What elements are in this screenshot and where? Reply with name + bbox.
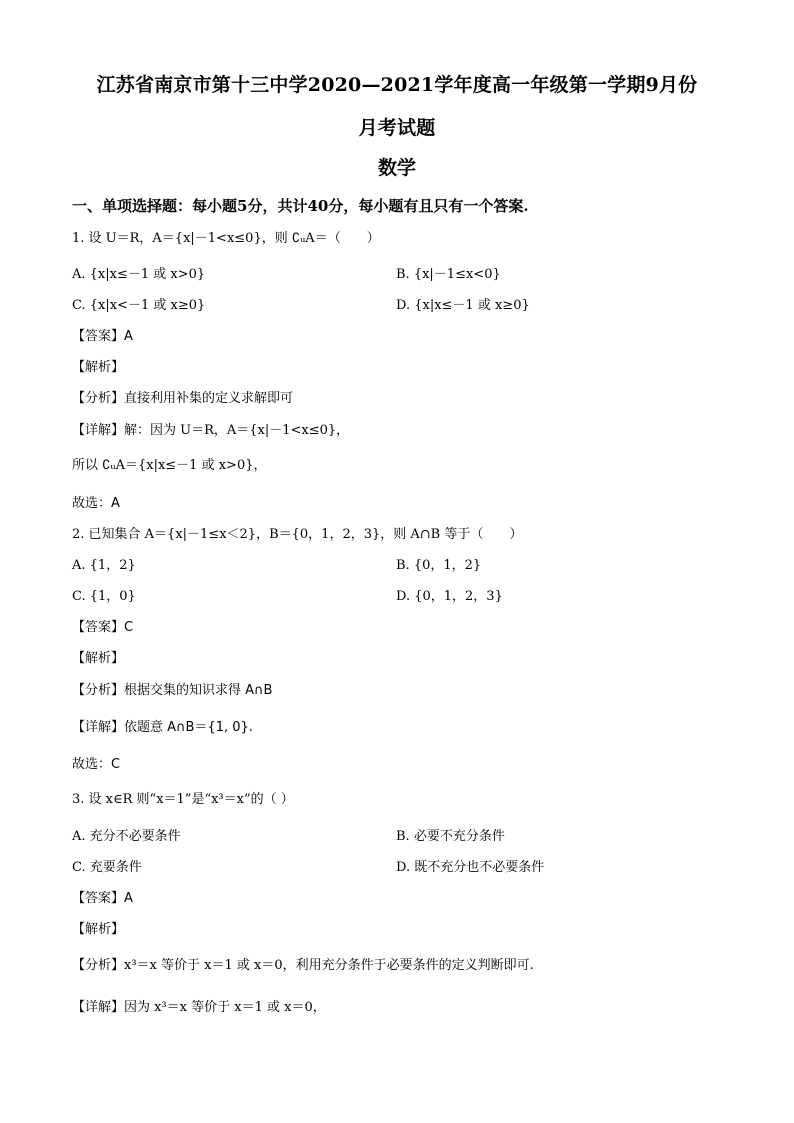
question-2-option-c: C. {1，0}: [72, 589, 136, 604]
question-1-fenxi: 【分析】直接利用补集的定义求解即可: [72, 391, 294, 406]
question-1-option-a: A. {x|x≤－1 或 x>0}: [72, 267, 206, 282]
question-3-answer: 【答案】A: [72, 891, 133, 906]
question-1-analysis-label: 【解析】: [72, 360, 125, 375]
page-title-line-2: 月考试题: [358, 117, 436, 139]
section-title: 一、单项选择题：每小题5分，共计40分，每小题有且只有一个答案.: [72, 197, 529, 215]
question-1-detail: 【详解】解：因为 U＝R，A＝{x|－1<x≤0}，: [72, 423, 350, 438]
question-1-choice: 故选：A: [72, 496, 120, 511]
question-3-option-a: A. 充分不必要条件: [72, 829, 181, 844]
question-2-stem: 2. 已知集合 A＝{x|－1≤x＜2}，B＝{0，1，2，3}，则 A∩B 等于（ ）: [72, 527, 523, 542]
question-2-answer: 【答案】C: [72, 620, 134, 635]
question-1-detail-2: 所以 ∁ᵤA＝{x|x≤－1 或 x>0}，: [72, 458, 267, 473]
question-3-option-d: D. 既不充分也不必要条件: [396, 860, 545, 875]
question-2-option-d: D. {0，1，2，3}: [396, 589, 503, 604]
page-title-line-1: 江苏省南京市第十三中学2020—2021学年度高一年级第一学期9月份: [96, 74, 698, 96]
subject-title: 数学: [377, 157, 416, 179]
question-2-option-a: A. {1，2}: [72, 558, 136, 573]
question-1-option-c: C. {x|x<－1 或 x≥0}: [72, 298, 206, 313]
question-3-analysis-label: 【解析】: [72, 922, 125, 937]
question-2-option-b: B. {0，1，2}: [396, 558, 482, 573]
question-1-answer: 【答案】A: [72, 329, 133, 344]
question-3-stem: 3. 设 x∈R 则“x＝1”是“x³＝x”的（ ）: [72, 792, 294, 807]
question-1-option-d: D. {x|x≤－1 或 x≥0}: [396, 298, 530, 313]
question-2-analysis-label: 【解析】: [72, 651, 125, 666]
question-2-fenxi: 【分析】根据交集的知识求得 A∩B: [72, 683, 273, 698]
question-2-detail: 【详解】依题意 A∩B＝{1, 0}.: [72, 720, 253, 735]
question-1-option-b: B. {x|－1≤x<0}: [396, 267, 501, 282]
question-3-detail: 【详解】因为 x³＝x 等价于 x＝1 或 x＝0，: [72, 1000, 326, 1015]
question-3-fenxi: 【分析】x³＝x 等价于 x＝1 或 x＝0，利用充分条件于必要条件的定义判断即可.: [72, 958, 534, 973]
question-3-option-b: B. 必要不充分条件: [396, 829, 505, 844]
question-2-choice: 故选：C: [72, 757, 121, 772]
question-3-option-c: C. 充要条件: [72, 860, 142, 875]
question-1-stem: 1. 设 U＝R，A＝{x|－1<x≤0}，则 ∁ᵤA＝（ ）: [72, 231, 380, 246]
